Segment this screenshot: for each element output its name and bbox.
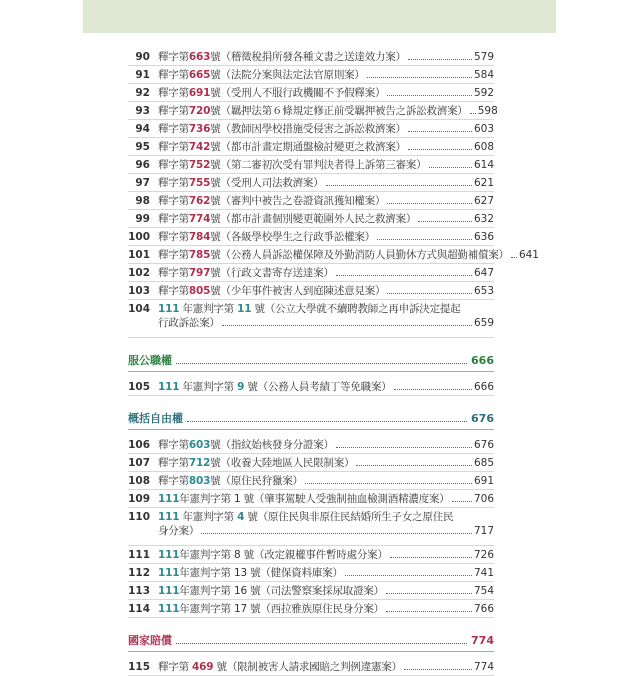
toc-entry-113[interactable] xyxy=(128,582,494,600)
entry-text: 號（行政文書寄存送達案） xyxy=(210,267,334,279)
entry-number: 107 xyxy=(128,457,150,469)
entry-text: 號（審判中被告之卷證資訊獲知權案） xyxy=(210,195,386,207)
entry-highlight: 469 xyxy=(192,661,214,673)
leader-dots xyxy=(404,669,472,670)
entry-text: 年憲判字第 xyxy=(182,381,234,393)
leader-dots xyxy=(452,501,472,502)
entry-number: 105 xyxy=(128,381,150,393)
section-heading-public-office[interactable] xyxy=(128,352,494,372)
toc-group-c xyxy=(128,546,494,618)
leader-dots xyxy=(386,611,472,612)
entry-highlight: 691 xyxy=(188,87,211,99)
leader-dots xyxy=(394,389,472,390)
leader-dots xyxy=(222,325,472,326)
entry-text: 年憲判字第 8 號（改定親權事件暫時處分案） xyxy=(179,549,388,561)
page-number: 766 xyxy=(473,603,494,615)
entry-text: 號（都市計畫個別變更範圍外人民之救濟案） xyxy=(210,213,417,225)
leader-dots xyxy=(367,77,472,78)
page-number: 754 xyxy=(473,585,494,597)
entry-highlight: 111 xyxy=(158,493,180,505)
page-number: 685 xyxy=(473,457,494,469)
entry-text: 號（法院分案與法定法官原則案） xyxy=(210,69,365,81)
leader-dots xyxy=(387,203,472,204)
entry-highlight: 785 xyxy=(188,249,211,261)
toc-entry-90[interactable] xyxy=(128,48,494,66)
entry-text: 號（收養大陸地區人民限制案） xyxy=(210,457,355,469)
page-number: 691 xyxy=(473,475,494,487)
toc-entry-97[interactable] xyxy=(128,174,494,192)
entry-number: 108 xyxy=(128,475,150,487)
entry-text: 釋字第 xyxy=(158,141,189,153)
entry-number: 91 xyxy=(135,69,150,81)
toc-entry-96[interactable] xyxy=(128,156,494,174)
section-title: 國家賠償 xyxy=(128,634,172,647)
page-number: 584 xyxy=(473,69,494,81)
entry-text-continued: 身分案） xyxy=(158,525,200,537)
entry-number: 97 xyxy=(135,177,150,189)
toc-entry-105[interactable] xyxy=(128,378,494,396)
entry-text: 號（限制被害人請求國賠之判例違憲案） xyxy=(216,661,402,673)
entry-highlight: 755 xyxy=(188,177,211,189)
toc-entry-107[interactable] xyxy=(128,454,494,472)
entry-text: 釋字第 xyxy=(158,123,189,135)
entry-text-continued: 行政訴訟案） xyxy=(158,317,220,329)
entry-highlight: 742 xyxy=(188,141,211,153)
entry-number: 100 xyxy=(128,231,150,243)
entry-number: 99 xyxy=(135,213,150,225)
leader-dots xyxy=(408,149,472,150)
entry-number: 102 xyxy=(128,267,150,279)
page-number: 621 xyxy=(473,177,494,189)
section-title: 概括自由權 xyxy=(128,412,183,425)
entry-text: 號（公務人員考績丁等免職案） xyxy=(247,381,392,393)
leader-dots xyxy=(356,465,472,466)
entry-text: 釋字第 xyxy=(158,285,189,297)
leader-dots xyxy=(387,95,472,96)
entry-text: 號（稽徵稅捐所發各種文書之送達效力案） xyxy=(210,51,406,63)
entry-text: 號（指紋始核發身分證案） xyxy=(210,439,334,451)
toc-entry-93[interactable] xyxy=(128,102,498,120)
section-page: 666 xyxy=(471,354,494,367)
leader-dots xyxy=(470,113,476,114)
header-band xyxy=(83,0,556,33)
toc-entry-100[interactable] xyxy=(128,228,494,246)
leader-dots xyxy=(387,293,472,294)
entry-text: 號（第二審初次受有罪判決者得上訴第三審案） xyxy=(210,159,427,171)
entry-text: 釋字第 xyxy=(158,249,189,261)
entry-highlight: 762 xyxy=(188,195,211,207)
entry-highlight: 797 xyxy=(188,267,211,279)
entry-highlight: 11 xyxy=(237,303,252,315)
entry-number: 90 xyxy=(135,51,150,63)
entry-year: 111 xyxy=(158,511,180,523)
entry-highlight: 111 xyxy=(158,549,180,561)
entry-year: 111 xyxy=(158,303,180,315)
section-title: 服公職權 xyxy=(128,354,172,367)
leader-dots xyxy=(345,575,472,576)
toc-entry-110[interactable] xyxy=(128,508,494,546)
entry-number: 104 xyxy=(128,303,150,315)
toc-entry-94[interactable] xyxy=(128,120,494,138)
entry-highlight: 736 xyxy=(188,123,211,135)
entry-number: 96 xyxy=(135,159,150,171)
entry-highlight: 111 xyxy=(158,603,180,615)
page-number: 726 xyxy=(473,549,494,561)
page-number: 592 xyxy=(473,87,494,99)
entry-text: 釋字第 xyxy=(158,177,189,189)
section-heading-general-freedom[interactable] xyxy=(128,410,494,430)
entry-number: 94 xyxy=(135,123,150,135)
toc-entry-102[interactable] xyxy=(128,264,494,282)
entry-text: 釋字第 xyxy=(158,475,189,487)
entry-highlight: 9 xyxy=(237,381,245,393)
page-number: 579 xyxy=(473,51,494,63)
entry-number: 114 xyxy=(128,603,150,615)
page-number: 666 xyxy=(473,381,494,393)
entry-number: 95 xyxy=(135,141,150,153)
entry-highlight: 752 xyxy=(188,159,211,171)
entry-text: 號（公務人員訴訟權保障及外勤消防人員勤休方式與超勤補償案） xyxy=(210,249,509,261)
leader-dots xyxy=(326,185,472,186)
leader-dots xyxy=(511,257,517,258)
entry-text: 釋字第 xyxy=(158,159,189,171)
page-number: 636 xyxy=(473,231,494,243)
toc-entry-109[interactable] xyxy=(128,490,494,508)
entry-text: 釋字第 xyxy=(158,661,189,673)
toc-entry-101[interactable] xyxy=(128,246,539,264)
leader-dots xyxy=(305,483,472,484)
entry-text: 號（受刑人司法救濟案） xyxy=(210,177,324,189)
entry-text: 釋字第 xyxy=(158,105,189,117)
leader-dots xyxy=(176,643,467,644)
page-number: 774 xyxy=(473,661,494,673)
page-number: 717 xyxy=(473,525,494,537)
entry-text: 年憲判字第 13 號（健保資料庫案） xyxy=(179,567,343,579)
entry-number: 113 xyxy=(128,585,150,597)
toc-group-a xyxy=(128,48,539,300)
page-number: 653 xyxy=(473,285,494,297)
toc-entry-106[interactable] xyxy=(128,436,494,454)
entry-number: 92 xyxy=(135,87,150,99)
toc-entry-115[interactable] xyxy=(128,658,494,676)
entry-number: 101 xyxy=(128,249,150,261)
page-number: 598 xyxy=(477,105,498,117)
entry-text: 年憲判字第 17 號（西拉雅族原住民身分案） xyxy=(179,603,384,615)
entry-highlight: 720 xyxy=(188,105,211,117)
entry-text: 釋字第 xyxy=(158,87,189,99)
leader-dots xyxy=(429,167,472,168)
entry-text: 釋字第 xyxy=(158,439,189,451)
entry-number: 103 xyxy=(128,285,150,297)
entry-text: 釋字第 xyxy=(158,267,189,279)
leader-dots xyxy=(390,557,472,558)
toc-entry-104[interactable] xyxy=(128,300,494,338)
entry-number: 93 xyxy=(135,105,150,117)
entry-text: 年憲判字第 xyxy=(182,511,234,523)
entry-text: 號（少年事件被害人到庭陳述意見案） xyxy=(210,285,386,297)
toc-entry-99[interactable] xyxy=(128,210,494,228)
page-number: 627 xyxy=(473,195,494,207)
entry-text: 年憲判字第 1 號（肇事駕駛人受強制抽血檢測酒精濃度案） xyxy=(179,493,450,505)
page-number: 641 xyxy=(518,249,539,261)
entry-number: 110 xyxy=(128,511,150,523)
toc-entry-111[interactable] xyxy=(128,546,494,564)
entry-text: 釋字第 xyxy=(158,457,189,469)
page-number: 632 xyxy=(473,213,494,225)
toc-entry-92[interactable] xyxy=(128,84,494,102)
leader-dots xyxy=(336,275,472,276)
entry-number: 109 xyxy=(128,493,150,505)
leader-dots xyxy=(336,447,472,448)
entry-text: 號（原住民與非原住民結婚所生子女之原住民 xyxy=(247,511,454,523)
entry-text: 號（羈押法第６條規定修正前受羈押被告之訴訟救濟案） xyxy=(210,105,468,117)
entry-highlight: 4 xyxy=(237,511,245,523)
entry-highlight: 111 xyxy=(158,585,180,597)
toc-entry-91[interactable] xyxy=(128,66,494,84)
page-number: 706 xyxy=(473,493,494,505)
toc-group-b xyxy=(128,436,494,508)
entry-text: 號（教師因學校措施受侵害之訴訟救濟案） xyxy=(210,123,406,135)
entry-text: 年憲判字第 16 號（司法警察案採尿取證案） xyxy=(179,585,384,597)
entry-text: 號（受刑人不服行政機關不予假釋案） xyxy=(210,87,386,99)
entry-highlight: 784 xyxy=(188,231,211,243)
section-page: 774 xyxy=(471,634,494,647)
entry-text: 釋字第 xyxy=(158,213,189,225)
entry-year: 111 xyxy=(158,381,180,393)
entry-number: 111 xyxy=(128,549,150,561)
section-heading-state-compensation[interactable] xyxy=(128,632,494,652)
page-number: 741 xyxy=(473,567,494,579)
toc-entry-98[interactable] xyxy=(128,192,494,210)
entry-highlight: 774 xyxy=(188,213,211,225)
entry-highlight: 665 xyxy=(188,69,211,81)
toc-entry-112[interactable] xyxy=(128,564,494,582)
toc-entry-114[interactable] xyxy=(128,600,494,618)
entry-text: 號（原住民狩獵案） xyxy=(210,475,303,487)
table-of-contents xyxy=(128,48,539,676)
leader-dots xyxy=(187,421,467,422)
page-number: 603 xyxy=(473,123,494,135)
entry-text: 年憲判字第 xyxy=(182,303,234,315)
entry-text: 號（各級學校學生之行政爭訟權案） xyxy=(210,231,376,243)
entry-text: 釋字第 xyxy=(158,231,189,243)
entry-number: 112 xyxy=(128,567,150,579)
toc-entry-95[interactable] xyxy=(128,138,494,156)
leader-dots xyxy=(176,363,467,364)
entry-highlight: 603 xyxy=(188,439,211,451)
entry-text: 號（公立大學就不續聘教師之再申訴決定提起 xyxy=(254,303,461,315)
section-page: 676 xyxy=(471,412,494,425)
entry-highlight: 803 xyxy=(188,475,211,487)
entry-highlight: 805 xyxy=(188,285,211,297)
entry-highlight: 712 xyxy=(188,457,211,469)
toc-entry-108[interactable] xyxy=(128,472,494,490)
entry-highlight: 663 xyxy=(188,51,211,63)
entry-highlight: 111 xyxy=(158,567,180,579)
page-number: 614 xyxy=(473,159,494,171)
leader-dots xyxy=(418,221,472,222)
leader-dots xyxy=(386,593,472,594)
entry-number: 98 xyxy=(135,195,150,207)
page-number: 647 xyxy=(473,267,494,279)
entry-number: 106 xyxy=(128,439,150,451)
entry-text: 釋字第 xyxy=(158,195,189,207)
entry-text: 號（都市計畫定期通盤檢討變更之救濟案） xyxy=(210,141,406,153)
leader-dots xyxy=(408,59,472,60)
toc-entry-103[interactable] xyxy=(128,282,494,300)
leader-dots xyxy=(377,239,472,240)
entry-text: 釋字第 xyxy=(158,51,189,63)
page-number: 608 xyxy=(473,141,494,153)
leader-dots xyxy=(408,131,472,132)
page-number: 659 xyxy=(473,317,494,329)
leader-dots xyxy=(201,533,472,534)
page-number: 676 xyxy=(473,439,494,451)
entry-text: 釋字第 xyxy=(158,69,189,81)
entry-number: 115 xyxy=(128,661,150,673)
